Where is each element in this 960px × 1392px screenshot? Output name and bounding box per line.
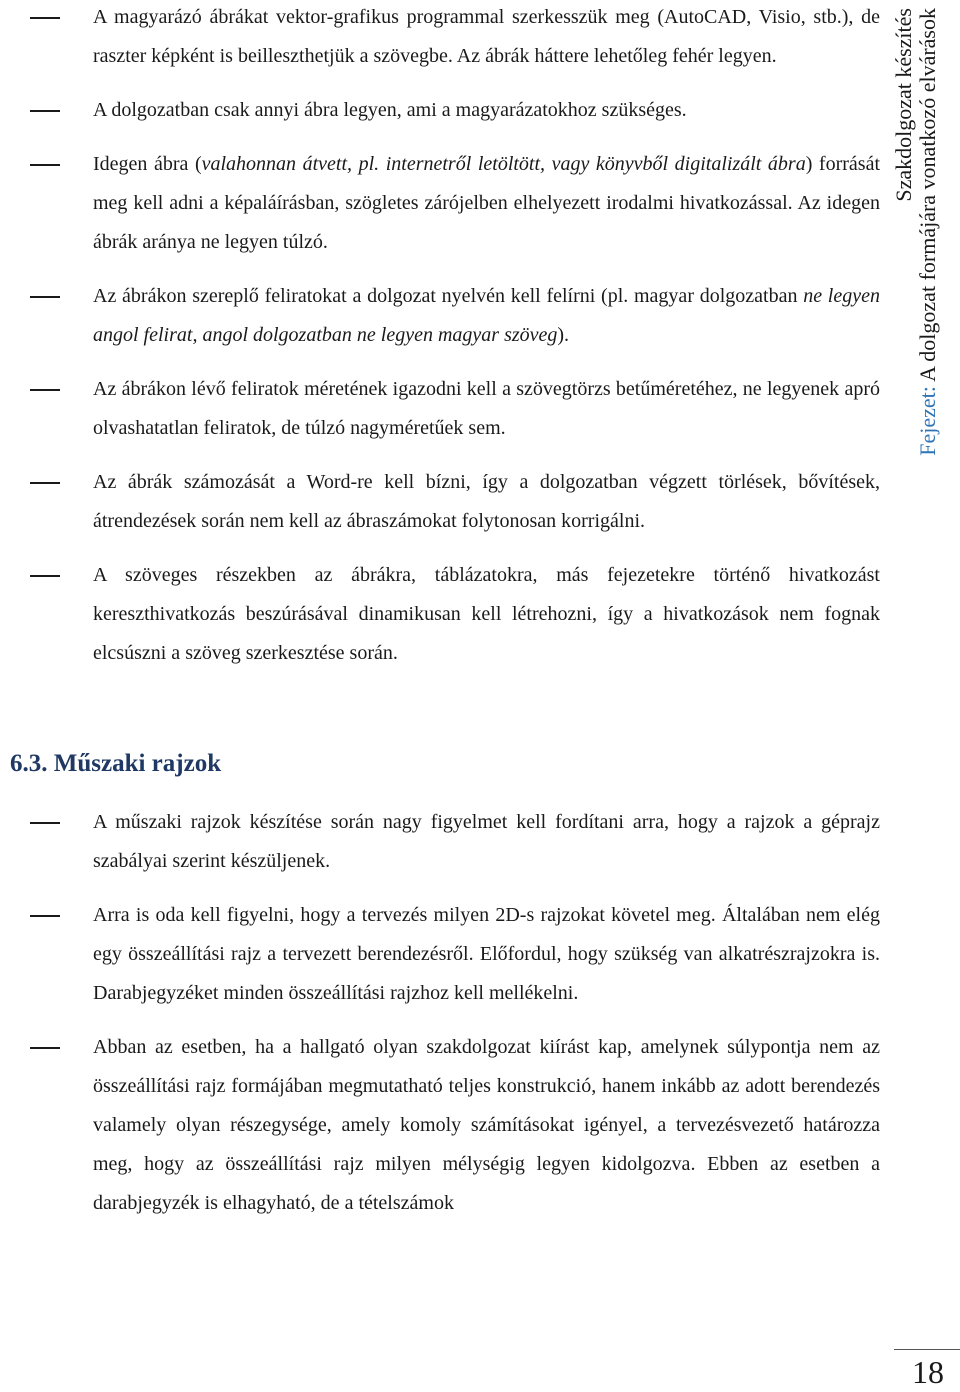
list-item bbox=[0, 277, 880, 355]
running-header-sidebar bbox=[892, 8, 960, 1348]
text-run: Abban az esetben, ha a hallgató olyan szakdolgozat kiírást kap, amelynek súlypontja nem az összeállítási rajz formájában megmutatható teljes konstrukció, hanem inkább az adott berendezés valamely olyan részegysége, amely komoly számításokat igényel, a tervezésvezető határozza meg, hogy az összeállítási rajz milyen mélységig legyen kidolgozva. Ebben az esetben a darabjegyzék is elhagyható, de a tételszámok bbox=[93, 1036, 880, 1214]
text-run: Arra is oda kell figyelni, hogy a tervezés milyen 2D-s rajzokat követel meg. Általában nem elég egy összeállítási rajz a tervezett berendezésről. Előfordul, hogy szükség van alkatrészrajzokra is. Darabjegyzéket minden összeállítási rajzhoz kell mellékelni. bbox=[93, 904, 880, 1004]
list-item-text bbox=[93, 277, 880, 355]
dash-bullet-icon bbox=[30, 1047, 60, 1049]
text-run: Idegen ábra ( bbox=[93, 153, 202, 175]
list-item-text bbox=[93, 803, 880, 881]
chapter-name: A dolgozat formájára vonatkozó elvárások bbox=[915, 8, 940, 387]
dash-bullet-icon bbox=[30, 164, 60, 166]
list-item bbox=[0, 1028, 880, 1223]
list-item-text bbox=[93, 145, 880, 262]
chapter-prefix: Fejezet: bbox=[915, 386, 940, 456]
list-item bbox=[0, 145, 880, 262]
list-item bbox=[0, 556, 880, 673]
dash-bullet-icon bbox=[30, 482, 60, 484]
text-run: A magyarázó ábrákat vektor-grafikus programmal szerkesszük meg (AutoCAD, Visio, stb.), de raszter képként is beilleszthetjük a szövegbe. Az ábrák háttere lehetőleg fehér legyen. bbox=[93, 6, 880, 67]
list-item bbox=[0, 0, 880, 76]
figure-guidelines-list bbox=[0, 0, 880, 673]
text-run: ) forrását meg kell adni a képaláírásban, szögletes zárójelben elhelyezett irodalmi hivatkozással. Az idegen ábrák aránya ne legyen túlzó. bbox=[93, 153, 880, 253]
dash-bullet-icon bbox=[30, 389, 60, 391]
italic-text: ne legyen angol felirat, angol dolgozatban ne legyen magyar szöveg bbox=[93, 285, 880, 346]
text-run: A dolgozatban csak annyi ábra legyen, ami a magyarázatokhoz szükséges. bbox=[93, 99, 687, 121]
dash-bullet-icon bbox=[30, 110, 60, 112]
list-item-text bbox=[93, 91, 880, 130]
page-number-rule bbox=[894, 1349, 960, 1350]
list-item bbox=[0, 896, 880, 1013]
dash-bullet-icon bbox=[30, 575, 60, 577]
italic-text: valahonnan átvett, pl. internetről letöltött, vagy könyvből digitalizált ábra bbox=[201, 153, 806, 175]
list-item bbox=[0, 803, 880, 881]
text-run: Az ábrákon szereplő feliratokat a dolgozat nyelvén kell felírni (pl. magyar dolgozatban bbox=[93, 285, 804, 307]
dash-bullet-icon bbox=[30, 915, 60, 917]
list-item bbox=[0, 370, 880, 448]
list-item-text bbox=[93, 556, 880, 673]
text-run: A szöveges részekben az ábrákra, táblázatokra, más fejezetekre történő hivatkozást kereszthivatkozás beszúrásával dinamikusan kell létrehozni, így a hivatkozások nem fognak elcsúszni a szöveg szerkesztése során. bbox=[93, 564, 880, 664]
list-item bbox=[0, 91, 880, 130]
list-item-text bbox=[93, 0, 880, 76]
text-run: Az ábrák számozását a Word-re kell bízni, így a dolgozatban végzett törlések, bővítések, átrendezések során nem kell az ábraszámokat folytonosan korrigálni. bbox=[93, 471, 880, 532]
page-number: 18 bbox=[912, 1354, 944, 1390]
document-title: Szakdolgozat készítés bbox=[891, 8, 916, 202]
section-heading: 6.3. Műszaki rajzok bbox=[10, 750, 222, 777]
chapter-title bbox=[916, 8, 940, 1348]
text-run: ). bbox=[557, 324, 570, 346]
technical-drawing-guidelines-list bbox=[0, 803, 880, 1223]
dash-bullet-icon bbox=[30, 822, 60, 824]
list-item bbox=[0, 463, 880, 541]
list-item-text bbox=[93, 370, 880, 448]
dash-bullet-icon bbox=[30, 296, 60, 298]
list-item-text bbox=[93, 463, 880, 541]
text-run: A műszaki rajzok készítése során nagy figyelmet kell fordítani arra, hogy a rajzok a géprajz szabályai szerint készüljenek. bbox=[93, 811, 880, 872]
text-run: Az ábrákon lévő feliratok méretének igazodni kell a szövegtörzs betűméretéhez, ne legyenek apró olvashatatlan feliratok, de túlzó nagyméretűek sem. bbox=[93, 378, 880, 439]
list-item-text bbox=[93, 896, 880, 1013]
list-item-text bbox=[93, 1028, 880, 1223]
dash-bullet-icon bbox=[30, 17, 60, 19]
